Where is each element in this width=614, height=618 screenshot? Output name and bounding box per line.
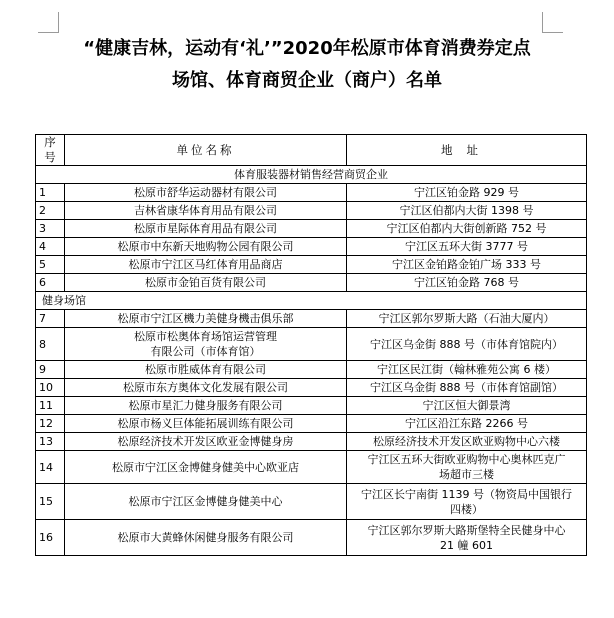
document-title-line-2: 场馆、体育商贸企业（商户）名单: [172, 70, 442, 91]
table-row: [36, 484, 587, 520]
row-name: 松原市宁江区金博健身健美中心: [65, 484, 347, 520]
row-name: 吉林省康华体育用品有限公司: [65, 202, 347, 220]
table-header-row: [36, 135, 587, 166]
row-address: 宁江区伯都内大街 1398 号: [347, 202, 587, 220]
row-address-line-2: 四楼）: [450, 502, 483, 516]
row-index: 12: [36, 415, 65, 433]
row-address: 宁江区恒大御景湾: [347, 397, 587, 415]
document-title-line-1: “健康吉林，运动有‘礼’”2020年松原市体育消费券定点: [83, 38, 531, 59]
row-name: 松原市杨义巨体能拓展训练有限公司: [65, 415, 347, 433]
section-row: [36, 166, 587, 184]
row-index: 7: [36, 310, 65, 328]
row-index: 5: [36, 256, 65, 274]
row-name: 松原经济技术开发区欧亚金博健身房: [65, 433, 347, 451]
row-name: 松原市星际体育用品有限公司: [65, 220, 347, 238]
row-name: 松原市宁江区马红体育用品商店: [65, 256, 347, 274]
row-name: 松原市中东新天地购物公园有限公司: [65, 238, 347, 256]
row-address: 宁江区伯都内大街创新路 752 号: [347, 220, 587, 238]
table-row: [36, 202, 587, 220]
row-address-line-2: 场超市三楼: [439, 468, 494, 481]
row-address: [347, 520, 587, 556]
table-row: [36, 274, 587, 292]
table-row: [36, 379, 587, 397]
row-address: [347, 484, 587, 520]
row-index: 8: [36, 328, 65, 361]
row-address-line-1: 宁江区长宁南街 1139 号（物资局中国银行: [361, 487, 572, 501]
row-name: 松原市胜威体育有限公司: [65, 361, 347, 379]
table-row: [36, 256, 587, 274]
row-address: 宁江区乌金街 888 号（市体育馆院内）: [347, 328, 587, 361]
row-index: 15: [36, 484, 65, 520]
row-index: 10: [36, 379, 65, 397]
row-address-line-2: 21 幢 601: [440, 538, 493, 552]
row-address: [347, 451, 587, 484]
row-address: 松原经济技术开发区欧亚购物中心六楼: [347, 433, 587, 451]
row-index: 13: [36, 433, 65, 451]
row-index: 2: [36, 202, 65, 220]
table-row: [36, 397, 587, 415]
section-row: [36, 292, 587, 310]
row-index: 1: [36, 184, 65, 202]
row-index: 3: [36, 220, 65, 238]
row-name: [65, 328, 347, 361]
header-address: 地址: [347, 135, 587, 166]
row-name: 松原市金铂百货有限公司: [65, 274, 347, 292]
header-index: 序号: [36, 135, 65, 166]
page-corner-mark-left: [38, 12, 59, 33]
row-index: 11: [36, 397, 65, 415]
row-index: 16: [36, 520, 65, 556]
header-name: 单位名称: [65, 135, 347, 166]
row-name: 松原市宁江区機力美健身機击俱乐部: [65, 310, 347, 328]
table-row: [36, 451, 587, 484]
row-address: 宁江区金铂路金铂广场 333 号: [347, 256, 587, 274]
row-address: 宁江区民江街（翰林雅苑公寓 6 楼）: [347, 361, 587, 379]
table-row: [36, 184, 587, 202]
row-address: 宁江区郭尔罗斯大路（石油大厦内）: [347, 310, 587, 328]
row-address: 宁江区铂金路 929 号: [347, 184, 587, 202]
row-name: 松原市东方奥体文化发展有限公司: [65, 379, 347, 397]
row-name-line-1: 松原市松奥体育场馆运营管理: [134, 330, 277, 343]
row-name: 松原市星汇力健身服务有限公司: [65, 397, 347, 415]
section-title-fitness-venues: 健身场馆: [36, 292, 587, 310]
table-row: [36, 328, 587, 361]
row-address: 宁江区沿江东路 2266 号: [347, 415, 587, 433]
section-title-sports-goods: 体育服装器材销售经营商贸企业: [36, 166, 587, 184]
row-address-line-1: 宁江区郭尔罗斯大路斯堡特全民健身中心: [367, 523, 566, 537]
row-index: 4: [36, 238, 65, 256]
row-address: 宁江区铂金路 768 号: [347, 274, 587, 292]
row-index: 6: [36, 274, 65, 292]
row-name: 松原市大黄蜂休闲健身服务有限公司: [65, 520, 347, 556]
row-index: 9: [36, 361, 65, 379]
merchant-roster-table: [35, 134, 587, 556]
row-address-line-1: 宁江区五环大街欧亚购物中心奥林匹克广: [367, 453, 566, 466]
table-row: [36, 238, 587, 256]
row-address: 宁江区五环大街 3777 号: [347, 238, 587, 256]
table-row: [36, 415, 587, 433]
row-name-line-2: 有限公司（市体育馆）: [150, 345, 261, 358]
table-row: [36, 361, 587, 379]
row-index: 14: [36, 451, 65, 484]
row-name: 松原市舒华运动器材有限公司: [65, 184, 347, 202]
page-corner-mark-right: [542, 12, 563, 33]
table-row: [36, 520, 587, 556]
table-row: [36, 310, 587, 328]
row-address: 宁江区乌金街 888 号（市体育馆副馆）: [347, 379, 587, 397]
table-row: [36, 433, 587, 451]
row-name: 松原市宁江区金博健身健美中心欧亚店: [65, 451, 347, 484]
table-row: [36, 220, 587, 238]
